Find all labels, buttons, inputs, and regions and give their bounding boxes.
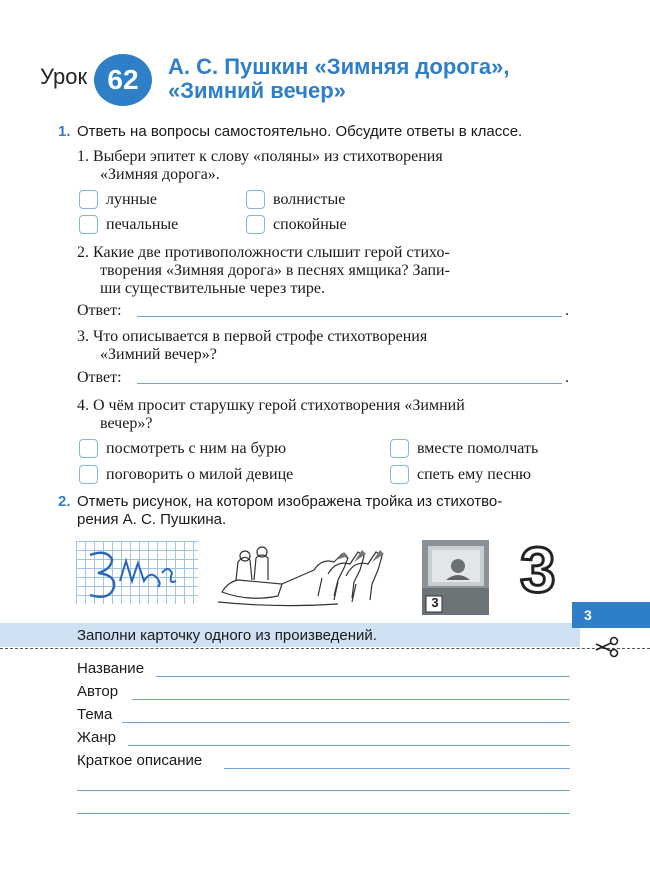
period: .	[565, 369, 569, 386]
answer-line-q2[interactable]	[137, 316, 562, 317]
field-label-genre: Жанр	[77, 729, 116, 746]
q2-line3: ши существительные через тире.	[100, 280, 326, 297]
checkbox[interactable]	[79, 215, 98, 234]
checkbox[interactable]	[79, 190, 98, 209]
q1-text-1: 1. Выбери эпитет к слову «поляны» из стихотворения	[77, 148, 443, 165]
image-bus[interactable]	[422, 540, 489, 615]
checkbox[interactable]	[246, 190, 265, 209]
page-title-line2: «Зимний вечер»	[168, 78, 346, 103]
field-label-summary: Краткое описание	[77, 752, 203, 769]
option-label: спеть ему песню	[417, 465, 531, 483]
answer-label: Ответ:	[77, 369, 122, 386]
field-line-summary[interactable]	[224, 768, 570, 769]
handwriting-drawing	[76, 541, 198, 604]
option-lunnye[interactable]	[79, 190, 157, 209]
option-label: печальные	[106, 215, 179, 233]
option-look-storm[interactable]	[79, 439, 286, 458]
field-label-theme: Тема	[77, 706, 113, 723]
option-label: вместе помолчать	[417, 439, 539, 457]
checkbox[interactable]	[390, 439, 409, 458]
checkbox[interactable]	[79, 439, 98, 458]
image-handwriting[interactable]	[76, 541, 198, 604]
field-line-title[interactable]	[156, 676, 570, 677]
card-instruction: Заполни карточку одного из произведений.	[77, 627, 377, 644]
image-troika[interactable]	[218, 540, 390, 610]
answer-line-q3[interactable]	[137, 383, 562, 384]
lesson-number-badge: 62	[94, 54, 152, 106]
field-label-title: Название	[77, 660, 145, 677]
option-volnistye[interactable]	[246, 190, 345, 209]
q3-line1: 3. Что описывается в первой строфе стихотворения	[77, 328, 428, 345]
lesson-label: Урок	[40, 64, 88, 89]
field-line-author[interactable]	[132, 699, 570, 700]
task2-number: 2.	[58, 493, 71, 510]
task2-line2: рения А. С. Пушкина.	[77, 511, 227, 528]
q1-line1	[77, 148, 570, 166]
checkbox[interactable]	[246, 215, 265, 234]
option-pechalnye[interactable]	[79, 215, 178, 234]
option-talk-maiden[interactable]	[79, 465, 293, 484]
option-label: лунные	[106, 190, 157, 208]
option-label: посмотреть с ним на бурю	[106, 439, 287, 457]
q3-line2: «Зимний вечер»?	[100, 346, 217, 363]
field-line-summary-2[interactable]	[77, 790, 570, 791]
option-label: волнистые	[273, 190, 346, 208]
sign-number: 3	[431, 595, 439, 610]
task1-instruction: Ответь на вопросы самостоятельно. Обсудите ответы в классе.	[77, 123, 523, 140]
task2-line1: Отметь рисунок, на котором изображена тройка из стихотво-	[77, 493, 503, 510]
cut-line	[0, 648, 650, 649]
task1-number: 1.	[58, 123, 71, 140]
answer-label: Ответ:	[77, 302, 122, 319]
page-title-line1: А. С. Пушкин «Зимняя дорога»,	[168, 54, 510, 79]
field-label-author: Автор	[77, 683, 119, 700]
big-digit-image[interactable]: 3	[520, 534, 556, 606]
checkbox[interactable]	[390, 465, 409, 484]
q4-line2: вечер»?	[100, 415, 153, 432]
troika-drawing	[218, 540, 390, 610]
scissors-icon	[594, 636, 620, 663]
option-spokoynye[interactable]	[246, 215, 347, 234]
checkbox[interactable]	[79, 465, 98, 484]
field-line-theme[interactable]	[122, 722, 570, 723]
q2-line1: 2. Какие две противоположности слышит герой стихо-	[77, 244, 450, 261]
q1-line2: «Зимняя дорога».	[100, 166, 220, 183]
option-silence[interactable]	[390, 439, 538, 458]
field-line-genre[interactable]	[128, 745, 570, 746]
section-tab: 3	[572, 602, 650, 628]
option-sing-song[interactable]	[390, 465, 531, 484]
period: .	[565, 302, 569, 319]
option-label: спокойные	[273, 215, 347, 233]
q2-line2: творения «Зимняя дорога» в песнях ямщика? Запи-	[100, 262, 450, 279]
field-line-summary-3[interactable]	[77, 813, 570, 814]
q4-line1: 4. О чём просит старушку герой стихотворения «Зимний	[77, 397, 465, 414]
option-label: поговорить о милой девице	[106, 465, 294, 483]
